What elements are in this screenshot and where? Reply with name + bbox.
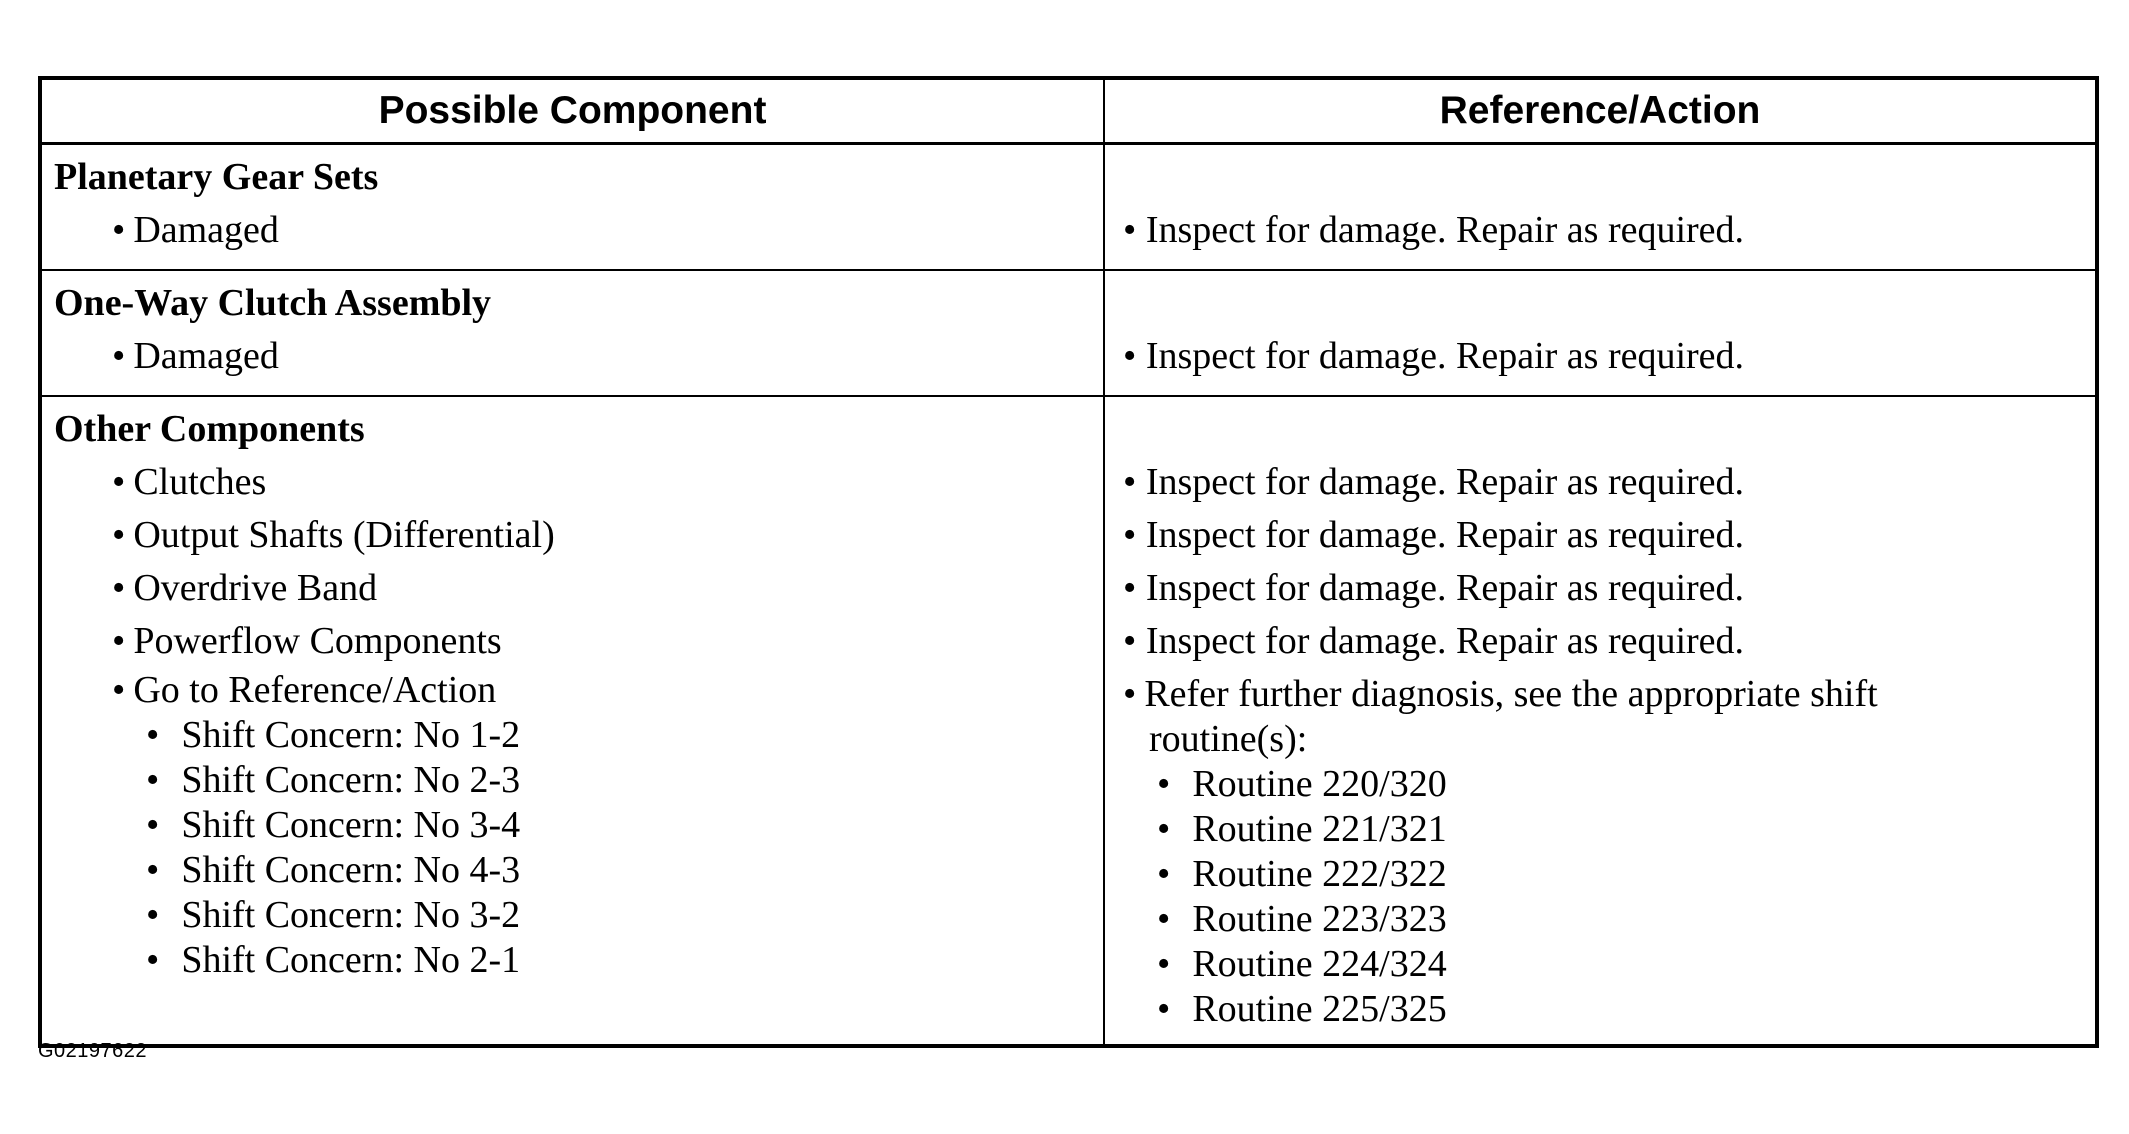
component-cell [40, 396, 1104, 1046]
component-cell [40, 270, 1104, 396]
action-cell [1104, 144, 2097, 271]
bullet: • [1123, 514, 1146, 556]
routine-item: • Routine 222/322 [1105, 852, 2095, 897]
refer-line-2: routine(s): [1149, 718, 1308, 760]
component-item: • Go to Reference/Action [54, 668, 1103, 713]
action-text: Inspect for damage. Repair as required. [1145, 335, 1745, 377]
component-item: • Overdrive Band [54, 562, 1103, 615]
action-cell [1104, 396, 2097, 1046]
figure-id: G02197622 [38, 1040, 148, 1062]
table-row [40, 396, 2097, 1046]
component-item: • Damaged [54, 204, 1103, 257]
shift-concern-item: • Shift Concern: No 3-2 [54, 893, 1103, 938]
routine-item: • Routine 224/324 [1105, 942, 2095, 987]
action-cell [1104, 270, 2097, 396]
component-item: • Powerflow Components [54, 615, 1103, 668]
bullet: • [1123, 567, 1146, 609]
table-row [40, 144, 2097, 271]
bullet: • [1123, 335, 1146, 377]
shift-concern-item: • Shift Concern: No 3-4 [54, 803, 1103, 848]
shift-concern-item: • Shift Concern: No 2-3 [54, 758, 1103, 803]
action-item [1105, 204, 2095, 257]
component-item: • Output Shafts (Differential) [54, 509, 1103, 562]
action-item [1105, 615, 2095, 668]
header-possible-component: Possible Component [40, 78, 1104, 144]
routine-item: • Routine 223/323 [1105, 897, 2095, 942]
group-title: Other Components [54, 408, 365, 450]
action-text: Inspect for damage. Repair as required. [1145, 209, 1745, 251]
routine-item: • Routine 220/320 [1105, 762, 2095, 807]
component-cell [40, 144, 1104, 271]
shift-concern-item: • Shift Concern: No 2-1 [54, 938, 1103, 983]
routine-item: • Routine 221/321 [1105, 807, 2095, 852]
component-item: • Damaged [54, 330, 1103, 383]
action-text: Inspect for damage. Repair as required. [1145, 461, 1745, 503]
shift-concern-item: • Shift Concern: No 1-2 [54, 713, 1103, 758]
table-row [40, 270, 2097, 396]
refer-diagnosis-item [1105, 668, 2095, 762]
component-item: • Clutches [54, 456, 1103, 509]
action-item [1105, 562, 2095, 615]
bullet: • [1123, 461, 1146, 503]
action-text: Inspect for damage. Repair as required. [1145, 514, 1745, 556]
refer-line-1: • Refer further diagnosis, see the appropriate shift [1123, 673, 1878, 715]
diagnostic-table [38, 76, 2099, 1048]
routine-item: • Routine 225/325 [1105, 987, 2095, 1032]
action-item [1105, 456, 2095, 509]
action-item [1105, 330, 2095, 383]
action-item [1105, 509, 2095, 562]
action-text: Inspect for damage. Repair as required. [1145, 567, 1745, 609]
group-title: Planetary Gear Sets [54, 156, 379, 198]
group-title: One-Way Clutch Assembly [54, 282, 492, 324]
action-text: Inspect for damage. Repair as required. [1145, 620, 1745, 662]
bullet: • [1123, 620, 1146, 662]
header-reference-action: Reference/Action [1104, 78, 2097, 144]
shift-concern-item: • Shift Concern: No 4-3 [54, 848, 1103, 893]
bullet: • [1123, 209, 1146, 251]
header-row [40, 78, 2097, 144]
